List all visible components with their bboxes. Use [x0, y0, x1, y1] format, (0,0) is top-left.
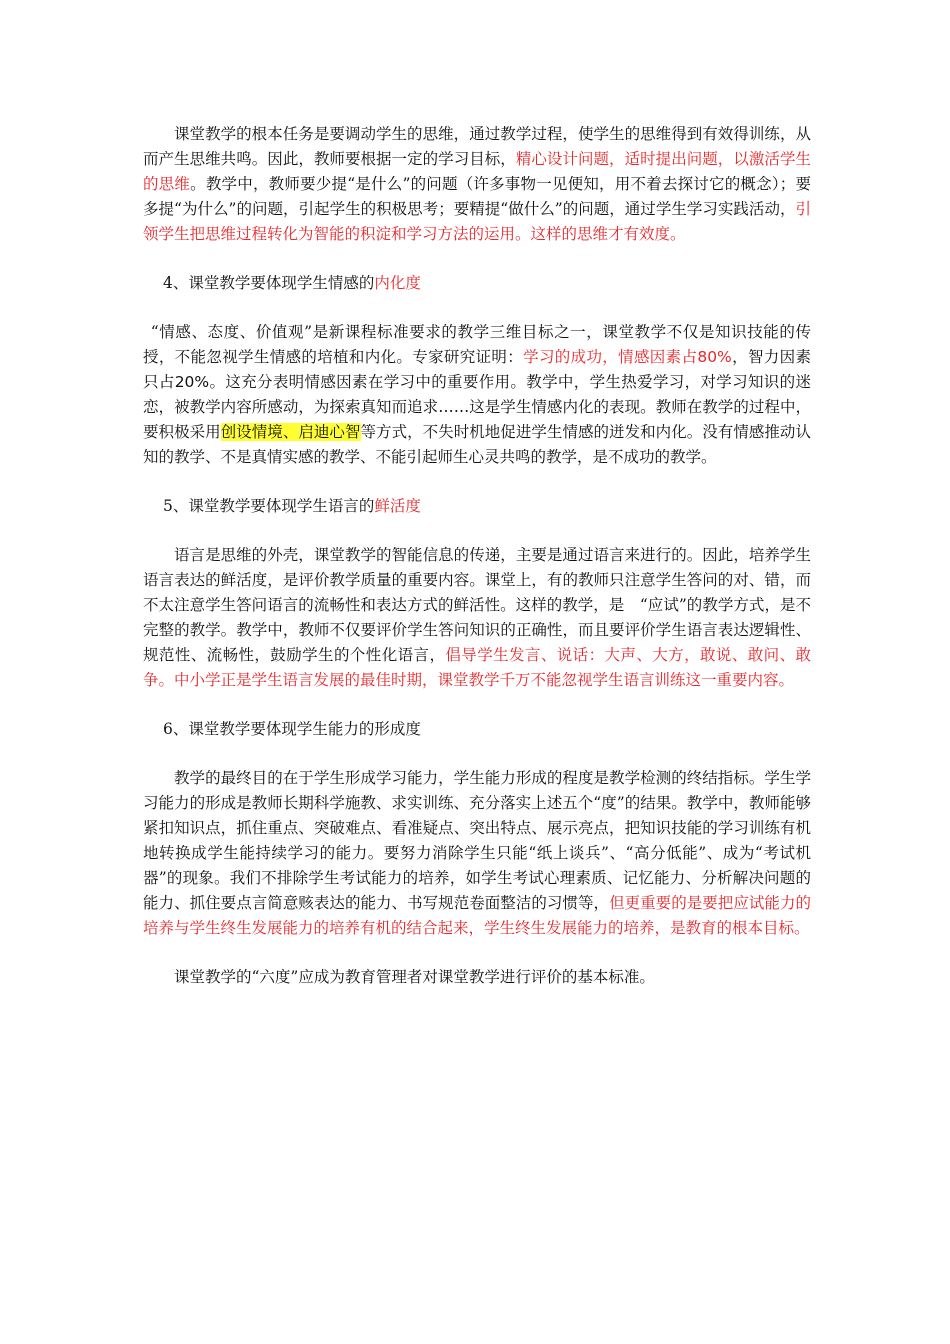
paragraph-emotion	[143, 320, 811, 470]
paragraph-text: 。教学中，教师要少提“是什么”的问题（许多事物一见便知，用不着去探讨它的概念）；要多提“为什么”的问题，引起学生的积极思考；要精提“做什么”的问题，通过学生学习实践活动，	[143, 175, 811, 218]
emphasis-text: 学习的成功，情感因素占	[523, 348, 698, 366]
heading-emphasis: 内化度	[374, 274, 421, 292]
emphasis-text: 精心设计问题，适时提出问题，以激活学生的思维	[143, 150, 811, 193]
number-text: 20%	[174, 373, 210, 391]
paragraph-thinking	[143, 122, 811, 247]
emphasis-text: 但更重要的是要把应试能力的培养与学生终生发展能力的培养有机的结合起来，学生终生发展能力的培养，是教育的根本目标。	[143, 894, 811, 937]
paragraph-text: ，智力因素只占	[143, 348, 811, 391]
heading-emphasis: 鲜活度	[374, 497, 421, 515]
paragraph-text: 教学的最终目的在于学生形成学习能力，学生能力形成的程度是教学检测的终结指标。学生学习能力的形成是教师长期科学施教、求实训练、充分落实上述五个“度”的结果。教学中，教师能够紧扣知识点，抓住重点、突破难点、看准疑点、突出特点、展示亮点，把知识技能的学习训练有机地转换成学生能持续学习的能力。要努力消除学生只能“纸上谈兵”、“高分低能”、成为“考试机器”的现象。我们不排除学生考试能力的培养，如学生考试心理素质、记忆能力、分析解决问题的能力、抓住要点言简意赅表达的能力、书写规范卷面整洁的习惯等，	[143, 769, 811, 912]
highlighted-text: 创设情境、启迪心智	[220, 423, 361, 441]
paragraph-text: 。这充分表明情感因素在学习中的重要作用。教学中，学生热爱学习，对学习知识的迷恋，被教学内容所感动，为探索真知而追求……这是学生情感内化的表现。教师在教学的过程中，要积极采用	[143, 373, 811, 441]
emphasis-text: 引领学生把思维过程转化为智能的积淀和学习方法的运用。这样的思维才有效度。	[143, 200, 811, 243]
spacer	[143, 470, 811, 494]
section-heading-5	[143, 494, 811, 519]
spacer	[143, 519, 811, 543]
heading-text: 5、课堂教学要体现学生语言的	[163, 497, 375, 515]
heading-text: 6、课堂教学要体现学生能力的形成度	[163, 720, 421, 738]
paragraph-text: 语言是思维的外壳，课堂教学的智能信息的传递，主要是通过语言来进行的。因此，培养学生语言表达的鲜活度，是评价教学质量的重要内容。课堂上，有的教师只注意学生答问的对、错，而不太注意学生答问语言的流畅性和表达方式的鲜活性。这样的教学，是 “应试”的教学方式，是不完整的教学。教学中，教师不仅要评价学生答问知识的正确性，而且要评价学生语言表达逻辑性、规范性、流畅性，鼓励学生的个性化语言，	[143, 546, 811, 664]
spacer	[143, 693, 811, 717]
paragraph-language	[143, 543, 811, 693]
spacer	[143, 296, 811, 320]
document-page	[143, 122, 811, 990]
section-heading-4	[143, 271, 811, 296]
spacer	[143, 742, 811, 766]
emphasis-number: 80%	[697, 348, 732, 366]
paragraph-ability	[143, 766, 811, 941]
paragraph-text: “情感、态度、价值观”是新课程标准要求的教学三维目标之一，课堂教学不仅是知识技能的传授，不能忽视学生情感的培植和内化。专家研究证明：	[143, 323, 811, 366]
paragraph-text: 等方式，不失时机地促进学生情感的迸发和内化。没有情感推动认知的教学、不是真情实感的教学、不能引起师生心灵共鸣的教学，是不成功的教学。	[143, 423, 811, 466]
heading-text: 4、课堂教学要体现学生情感的	[163, 274, 375, 292]
spacer	[143, 247, 811, 271]
emphasis-text: 倡导学生发言、说话：大声、大方，敢说、敢问、敢争。中小学正是学生语言发展的最佳时期，课堂教学千万不能忽视学生语言训练这一重要内容。	[143, 646, 811, 689]
paragraph-conclusion	[143, 965, 811, 990]
section-heading-6	[143, 717, 811, 742]
paragraph-text: 课堂教学的根本任务是要调动学生的思维，通过教学过程，使学生的思维得到有效得训练，从而产生思维共鸣。因此，教师要根据一定的学习目标，	[143, 125, 811, 168]
spacer	[143, 941, 811, 965]
paragraph-text: 课堂教学的“六度”应成为教育管理者对课堂教学进行评价的基本标准。	[174, 968, 655, 986]
